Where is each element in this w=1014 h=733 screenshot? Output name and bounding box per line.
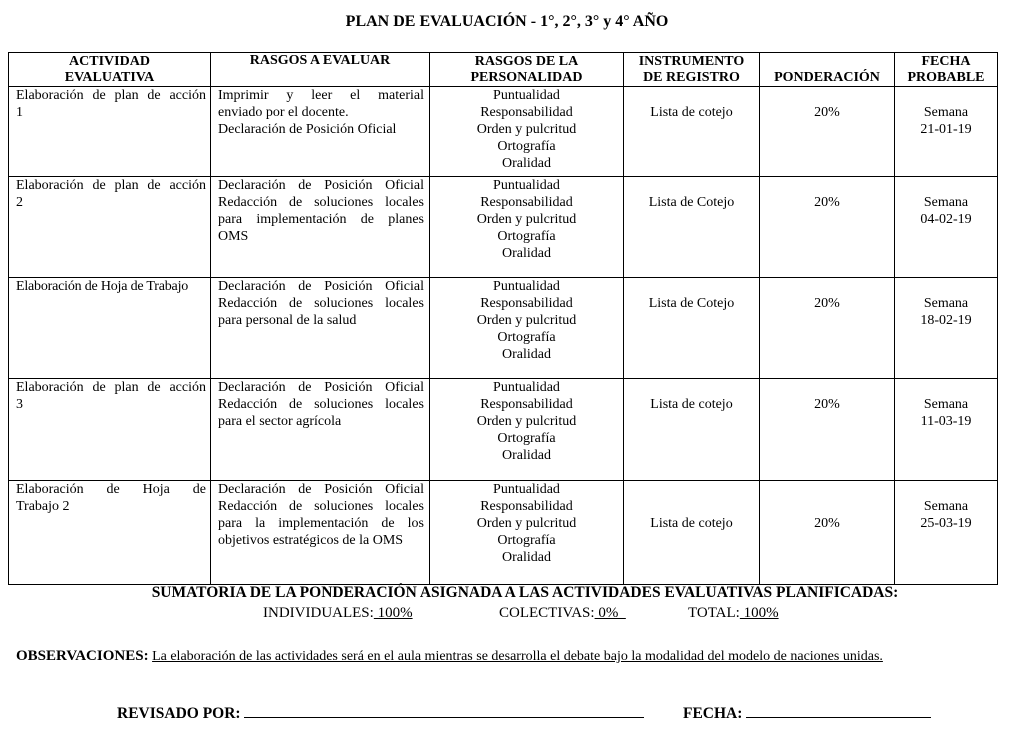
cell-actividad: Elaboración de Hoja de Trabajo <box>9 278 211 379</box>
table-row <box>9 278 998 379</box>
revisado-signature-line[interactable] <box>244 703 644 718</box>
revisado-por <box>117 703 644 723</box>
cell-personalidad: Puntualidad Responsabilidad Orden y pulcritud Ortografía Oralidad <box>430 379 624 481</box>
fecha-line[interactable] <box>746 703 931 718</box>
cell-fecha: Semana 25-03-19 <box>895 481 998 585</box>
table-row <box>9 87 998 177</box>
colectivas-value: 0% <box>594 605 626 621</box>
cell-instrumento: Lista de cotejo <box>624 481 760 585</box>
cell-fecha: Semana 21-01-19 <box>895 87 998 177</box>
cell-rasgos: Declaración de Posición Oficial Redacción de soluciones locales para la implementación de los objetivos estratégicos de la OMS <box>211 481 430 585</box>
cell-ponderacion: 20% <box>760 481 895 585</box>
cell-personalidad: Puntualidad Responsabilidad Orden y pulcritud Ortografía Oralidad <box>430 87 624 177</box>
table-row <box>9 177 998 278</box>
cell-ponderacion: 20% <box>760 177 895 278</box>
individuales-value: 100% <box>373 605 413 621</box>
cell-actividad: Elaboración de plan de acción 3 <box>9 379 211 481</box>
header-rasgos: RASGOS A EVALUAR <box>211 53 430 87</box>
cell-rasgos: Declaración de Posición Oficial Redacción de soluciones locales para implementación de planes OMS <box>211 177 430 278</box>
cell-ponderacion: 20% <box>760 379 895 481</box>
header-actividad: ACTIVIDAD EVALUATIVA <box>9 53 211 87</box>
table-header-row <box>9 53 998 87</box>
header-fecha: FECHA PROBABLE <box>895 53 998 87</box>
cell-personalidad: Puntualidad Responsabilidad Orden y pulcritud Ortografía Oralidad <box>430 177 624 278</box>
page-title: PLAN DE EVALUACIÓN - 1°, 2°, 3° y 4° AÑO <box>345 13 669 30</box>
table-row <box>9 481 998 585</box>
total-value: 100% <box>739 605 779 621</box>
cell-instrumento: Lista de cotejo <box>624 87 760 177</box>
cell-ponderacion: 20% <box>760 278 895 379</box>
observaciones-text: La elaboración de las actividades será en el aula mientras se desarrolla el debate bajo la modalidad del modelo de naciones unidas. <box>152 649 883 664</box>
cell-instrumento: Lista de Cotejo <box>624 177 760 278</box>
revisado-label: REVISADO POR: <box>117 705 241 722</box>
summary-title: SUMATORIA DE LA PONDERACIÓN ASIGNADA A LAS ACTIVIDADES EVALUATIVAS PLANIFICADAS: <box>151 584 899 601</box>
header-ponderacion: PONDERACIÓN <box>760 53 895 87</box>
summary-colectivas: COLECTIVAS: 0% <box>499 605 626 621</box>
evaluation-plan-table <box>8 52 998 585</box>
summary-total: TOTAL: 100% <box>688 605 779 621</box>
cell-actividad: Elaboración de plan de acción 2 <box>9 177 211 278</box>
fecha-label: FECHA: <box>683 705 743 722</box>
cell-rasgos: Declaración de Posición Oficial Redacción de soluciones locales para personal de la salud <box>211 278 430 379</box>
cell-rasgos: Declaración de Posición Oficial Redacción de soluciones locales para el sector agrícola <box>211 379 430 481</box>
cell-ponderacion: 20% <box>760 87 895 177</box>
cell-actividad: Elaboración de Hoja de Trabajo 2 <box>9 481 211 585</box>
cell-rasgos: Imprimir y leer el material enviado por el docente. Declaración de Posición Oficial <box>211 87 430 177</box>
cell-fecha: Semana 11-03-19 <box>895 379 998 481</box>
observaciones <box>16 648 883 665</box>
cell-instrumento: Lista de Cotejo <box>624 278 760 379</box>
cell-instrumento: Lista de cotejo <box>624 379 760 481</box>
cell-personalidad: Puntualidad Responsabilidad Orden y pulcritud Ortografía Oralidad <box>430 278 624 379</box>
cell-fecha: Semana 04-02-19 <box>895 177 998 278</box>
observaciones-label: OBSERVACIONES: <box>16 648 149 664</box>
cell-personalidad: Puntualidad Responsabilidad Orden y pulcritud Ortografía Oralidad <box>430 481 624 585</box>
fecha-firma <box>683 703 931 723</box>
cell-actividad: Elaboración de plan de acción 1 <box>9 87 211 177</box>
table-row <box>9 379 998 481</box>
header-personalidad: RASGOS DE LA PERSONALIDAD <box>430 53 624 87</box>
cell-fecha: Semana 18-02-19 <box>895 278 998 379</box>
header-instrumento: INSTRUMENTO DE REGISTRO <box>624 53 760 87</box>
summary-individuales: INDIVIDUALES: 100% <box>263 605 413 621</box>
